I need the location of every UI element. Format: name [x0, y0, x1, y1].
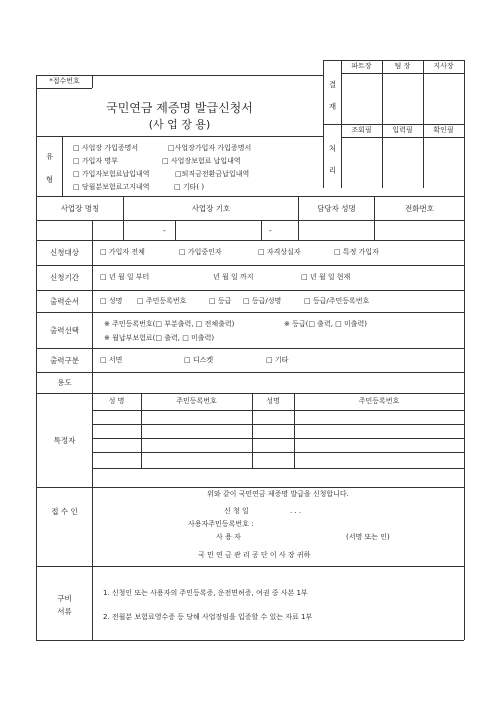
period-label: 신청기간: [50, 273, 79, 282]
order-label: 출력순서: [50, 297, 79, 306]
select-monthly-premium-output[interactable]: ※ 월납부보험료(□ 출력, □ 미출력): [104, 334, 215, 342]
header-phone-number: 전화번호: [405, 204, 434, 213]
select-resident-number-output[interactable]: ※ 주민등록번호(□ 부분출력, □ 전체출력): [104, 320, 235, 328]
target-disqualified-members[interactable]: □ 자격상실자: [258, 248, 301, 256]
required-docs-label-1: 구비: [57, 594, 72, 603]
approval-signature-part-leader[interactable]: [342, 74, 382, 124]
target-current-members[interactable]: □ 가입중인자: [179, 248, 222, 256]
workplace-code-dash-2: -: [269, 226, 272, 235]
phone-number-field[interactable]: [375, 221, 464, 240]
addressee: 국 민 연 금 관 리 공 단 이 사 장 귀하: [198, 551, 311, 559]
specific-label: 특정자: [53, 436, 76, 445]
approval-signature-team-leader[interactable]: [383, 74, 423, 124]
workplace-code-dash-1: -: [163, 226, 166, 235]
processing-side-label-1: 처: [328, 144, 337, 153]
type-other[interactable]: □ 기타( ): [174, 183, 205, 191]
required-doc-1: 1. 신청인 또는 사용자의 주민등록증, 운전면허증, 여권 중 사본 1부: [103, 589, 308, 597]
required-docs-label-2: 서류: [57, 607, 72, 616]
header-contact-name: 담당자 성명: [317, 204, 356, 213]
user-resident-number-label: 사용자주민등록번호 :: [188, 520, 254, 528]
header-workplace-name: 사업장 명칭: [60, 204, 100, 213]
processing-check-inquiry[interactable]: [342, 138, 382, 188]
period-from[interactable]: □ 년 월 일 부터: [100, 273, 150, 281]
type-workplace-enrollment-cert[interactable]: □ 사업장 가입증명서: [73, 144, 139, 152]
approval-side-label-2: 재: [328, 102, 337, 111]
form-subtitle: (사 업 장 용): [148, 118, 211, 131]
approval-side-label-1: 결: [328, 80, 337, 89]
media-other[interactable]: □ 기타: [266, 356, 289, 364]
user-resident-number-field[interactable]: [285, 518, 405, 530]
media-paper[interactable]: □ 서면: [100, 356, 123, 364]
period-as-of[interactable]: □ 년 월 일 현재: [301, 273, 351, 281]
receipt-number-label: *접수번호: [49, 77, 80, 85]
specific-persons-entry-grid[interactable]: [93, 411, 463, 467]
type-member-premium-payments[interactable]: □ 가입자보험료납입내역: [73, 170, 150, 178]
processing-header-confirm: 확인필: [433, 126, 454, 134]
media-diskette[interactable]: □ 디스켓: [184, 356, 214, 364]
required-doc-2: 2. 전월분 보험료영수증 등 당해 사업장임을 입증할 수 있는 자료 1부: [103, 613, 313, 621]
period-to[interactable]: 년 월 일 까지: [213, 273, 254, 281]
specific-header-name-1: 성 명: [108, 397, 125, 405]
processing-header-inquiry: 조회필: [351, 126, 372, 134]
receipt-stamp-label: 접 수 인: [51, 507, 78, 516]
processing-check-confirm[interactable]: [424, 138, 464, 188]
order-grade[interactable]: □ 등급: [209, 297, 232, 305]
processing-side-label-2: 리: [328, 166, 337, 175]
type-member-list[interactable]: □ 가입자 명부: [73, 157, 118, 165]
form-title: 국민연금 제증명 발급신청서: [106, 101, 253, 115]
user-label: 사 용 자: [216, 533, 241, 541]
type-workplace-premium-payments[interactable]: □ 사업장보험료 납입내역: [162, 157, 241, 165]
type-label-2: 형: [45, 175, 54, 184]
header-workplace-code: 사업장 기호: [191, 204, 231, 213]
type-label-1: 유: [45, 152, 54, 161]
contact-name-field[interactable]: [299, 221, 374, 240]
specific-header-resident-number-2: 주민등록번호: [358, 397, 400, 405]
approval-signature-branch-head[interactable]: [424, 74, 464, 124]
target-specific-members[interactable]: □ 특정 가입자: [334, 248, 379, 256]
select-label: 출력선택: [50, 326, 79, 335]
order-name[interactable]: □ 성명: [100, 297, 123, 305]
workplace-name-field[interactable]: [37, 221, 123, 240]
select-grade-output[interactable]: ※ 등급(□ 출력, □ 미출력): [284, 320, 368, 328]
purpose-label: 용도: [57, 378, 72, 387]
media-label: 출력구분: [50, 356, 79, 365]
specific-header-resident-number-1: 주민등록번호: [176, 397, 217, 405]
approval-header-branch-head: 지사장: [433, 62, 454, 70]
order-grade-name[interactable]: □ 등급/성명: [243, 297, 282, 305]
workplace-code-field-3[interactable]: [262, 221, 298, 240]
application-date-label: 신 청 일: [224, 507, 249, 515]
processing-header-input: 입력필: [392, 126, 413, 134]
target-label: 신청대상: [50, 248, 79, 257]
application-date-marks[interactable]: . . .: [290, 507, 302, 515]
purpose-field[interactable]: [93, 373, 463, 392]
type-workplace-member-enrollment-cert[interactable]: □사업장가입자 가입증명서: [168, 144, 252, 152]
workplace-code-field-2[interactable]: [176, 221, 261, 240]
type-severance-conversion-payments[interactable]: □퇴직금전환금납입내역: [175, 170, 250, 178]
approval-header-team-leader: 팀 장: [394, 62, 411, 70]
type-current-month-premium-notice[interactable]: □ 당월분보험료고지내역: [73, 183, 150, 191]
user-name-field[interactable]: [260, 531, 340, 543]
workplace-code-field-1[interactable]: [124, 221, 175, 240]
receipt-number-field[interactable]: [93, 76, 322, 88]
order-resident-number[interactable]: □ 주민등록번호: [137, 297, 187, 305]
declaration-statement: 위와 같이 국민연금 제증명 발급을 신청합니다.: [207, 490, 349, 498]
approval-header-part-leader: 파트장: [351, 62, 372, 70]
signature-label: (서명 또는 인): [346, 533, 390, 541]
target-all-members[interactable]: □ 가입자 전체: [100, 248, 145, 256]
specific-header-name-2: 성명: [266, 397, 280, 405]
processing-check-input[interactable]: [383, 138, 423, 188]
order-grade-resident-number[interactable]: □ 등급/주민등록번호: [304, 297, 370, 305]
